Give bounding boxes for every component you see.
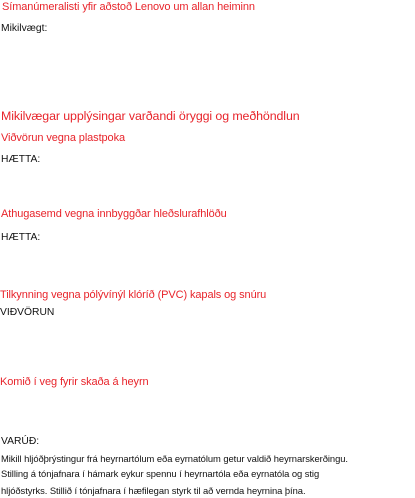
phone-list-heading: Símanúmeralisti yfir aðstoð Lenovo um allan heiminn (2, 1, 255, 13)
plastic-bag-danger-label: HÆTTA: (1, 154, 41, 165)
plastic-bag-heading: Viðvörun vegna plastpoka (1, 132, 125, 144)
battery-danger-label: HÆTTA: (1, 232, 41, 243)
battery-heading: Athugasemd vegna innbyggðar hleðslurafhlöðu (1, 208, 227, 220)
pvc-heading: Tilkynning vegna pólývínýl klóríð (PVC) kapals og snúru (0, 289, 267, 301)
hearing-line-3: hljóðstyrks. Stillið í tónjafnara í hæfilegan styrk til að vernda heyrnina þína. (1, 485, 306, 496)
hearing-line-2: Stilling á tónjafnara í hámark eykur spennu í heyrnartóla eða eyrnatóla og stig (1, 468, 320, 479)
important-label: Mikilvægt: (1, 23, 48, 34)
hearing-heading: Komið í veg fyrir skaða á heyrn (0, 376, 149, 388)
pvc-warning-label: VIÐVÖRUN (0, 307, 55, 318)
safety-heading: Mikilvægar upplýsingar varðandi öryggi og meðhöndlun (1, 109, 300, 123)
hearing-caution-label: VARÚÐ: (1, 436, 40, 447)
hearing-line-1: Mikill hljóðþrýstingur frá heyrnartólum eða eyrnatólum getur valdið heyrnarskerðingu. (1, 453, 348, 464)
